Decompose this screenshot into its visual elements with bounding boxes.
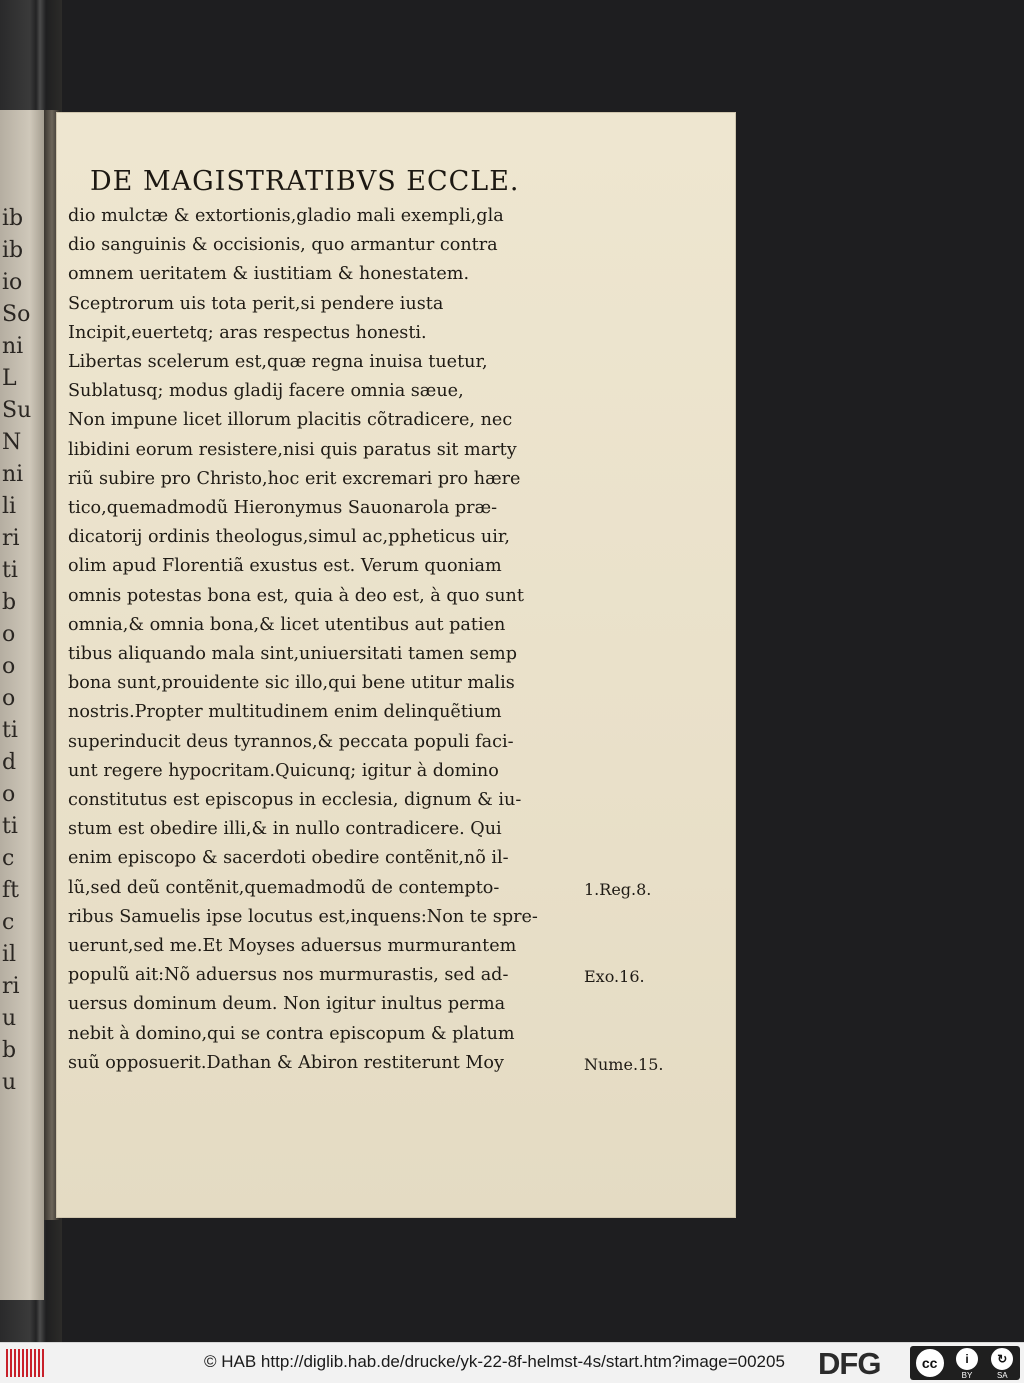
text-line: Sceptrorum uis tota perit,si pendere iusta [68, 293, 444, 314]
text-line: tibus aliquando mala sint,uniuersitati tamen semp [68, 644, 517, 665]
text-line: tico,quemadmodũ Hieronymus Sauonarola præ- [68, 498, 498, 519]
text-line: nostris.Propter multitudinem enim delinquẽtium [68, 702, 502, 723]
by-icon: i [954, 1346, 980, 1372]
text-line: uersus dominum deum. Non igitur inultus perma [68, 994, 506, 1015]
previous-page-text-fragment: u [2, 1006, 17, 1031]
copyright-link[interactable]: © HAB http://diglib.hab.de/drucke/yk-22-8f-helmst-4s/start.htm?image=00205 [204, 1352, 785, 1371]
previous-page-text-fragment: ni [2, 462, 24, 487]
text-line: superinducit deus tyrannos,& peccata populi faci- [68, 731, 514, 752]
previous-page-text-fragment: il [2, 942, 17, 967]
text-line: omnem ueritatem & iustitiam & honestatem. [68, 264, 470, 285]
previous-page-text-fragment: ni [2, 334, 24, 359]
sa-group [988, 1346, 1016, 1380]
text-line: populũ ait:Nõ aduersus nos murmurastis, sed ad- [68, 965, 509, 986]
barcode-icon[interactable] [6, 1349, 46, 1377]
running-head: DE MAGISTRATIBVS ECCLE. [90, 166, 520, 197]
previous-page-text-fragment: u [2, 1070, 17, 1095]
previous-page-text-fragment: o [2, 782, 16, 807]
book-page [56, 112, 736, 1218]
previous-page-text-fragment: ti [2, 558, 18, 583]
text-line: omnis potestas bona est, quia à deo est, à quo sunt [68, 585, 524, 606]
sa-label: SA [996, 1371, 1008, 1380]
text-line: bona sunt,prouidente sic illo,qui bene utitur malis [68, 673, 515, 694]
dfg-logo[interactable]: DFG [818, 1346, 881, 1381]
previous-page-text-fragment: ft [2, 878, 19, 903]
previous-page-text-fragment: ib [2, 206, 24, 231]
previous-page-text-fragment: Su [2, 398, 32, 423]
text-line: ribus Samuelis ipse locutus est,inquens:Non te spre- [68, 906, 538, 927]
text-line: riũ subire pro Christo,hoc erit excremari pro hære [68, 468, 521, 489]
text-line: stum est obedire illi,& in nullo contradicere. Qui [68, 819, 502, 840]
previous-page-text-fragment: li [2, 494, 17, 519]
previous-page-text-fragment: b [2, 590, 17, 615]
marginal-note: Nume.15. [584, 1054, 664, 1074]
previous-page-text-fragment: So [2, 302, 31, 327]
previous-page-text-fragment: L [2, 366, 17, 391]
previous-page-text-fragment: o [2, 686, 16, 711]
previous-page-text-fragment: d [2, 750, 17, 775]
previous-page-text-fragment: ri [2, 974, 20, 999]
previous-page-text-fragment: ti [2, 814, 18, 839]
cc-license-badge[interactable] [910, 1346, 1020, 1380]
page-text [68, 202, 584, 1078]
text-line: Non impune licet illorum placitis cõtradicere, nec [68, 410, 513, 431]
text-line: enim episcopo & sacerdoti obedire contẽnit,nõ il- [68, 848, 509, 869]
previous-page-text-fragment: ti [2, 718, 18, 743]
text-line: nebit à domino,qui se contra episcopum & platum [68, 1023, 515, 1044]
cc-icon: cc [914, 1347, 946, 1379]
text-line: omnia,& omnia bona,& licet utentibus aut patien [68, 614, 506, 635]
text-line: dicatorij ordinis theologus,simul ac,ppheticus uir, [68, 527, 510, 548]
by-label: BY [961, 1371, 973, 1380]
text-line: dio mulctæ & extortionis,gladio mali exempli,gla [68, 206, 504, 226]
text-line: lũ,sed deũ contẽnit,quemadmodũ de contempto- [68, 877, 500, 898]
previous-page-text-fragment: o [2, 654, 16, 679]
text-line: suũ opposuerit.Dathan & Abiron restiterunt Moy [68, 1052, 504, 1073]
text-line: Libertas scelerum est,quæ regna inuisa tuetur, [68, 352, 488, 373]
text-line: libidini eorum resistere,nisi quis paratus sit marty [68, 439, 517, 460]
previous-page-sliver [0, 110, 44, 1300]
text-line: Sublatusq; modus gladij facere omnia sæue, [68, 381, 464, 402]
text-line: constitutus est episcopus in ecclesia, dignum & iu- [68, 790, 522, 811]
previous-page-text-fragment: ri [2, 526, 20, 551]
marginal-note: 1.Reg.8. [584, 879, 652, 899]
previous-page-text-fragment: c [2, 910, 15, 935]
text-line: uerunt,sed me.Et Moyses aduersus murmurantem [68, 936, 517, 957]
previous-page-text-fragment: o [2, 622, 16, 647]
previous-page-text-fragment: b [2, 1038, 17, 1063]
text-line: olim apud Florentiã exustus est. Verum quoniam [68, 556, 502, 577]
previous-page-text-fragment: N [2, 430, 22, 455]
previous-page-text-fragment: io [2, 270, 23, 295]
text-line: Incipit,euertetq; aras respectus honesti. [68, 322, 427, 343]
marginal-note: Exo.16. [584, 967, 645, 987]
text-line: unt regere hypocritam.Quicunq; igitur à domino [68, 760, 499, 781]
sa-icon: ↻ [989, 1346, 1015, 1372]
footer-bar [0, 1342, 1024, 1383]
previous-page-text-fragment: ib [2, 238, 24, 263]
by-group [953, 1346, 981, 1380]
text-line: dio sanguinis & occisionis, quo armantur contra [68, 235, 498, 256]
previous-page-text-fragment: c [2, 846, 15, 871]
